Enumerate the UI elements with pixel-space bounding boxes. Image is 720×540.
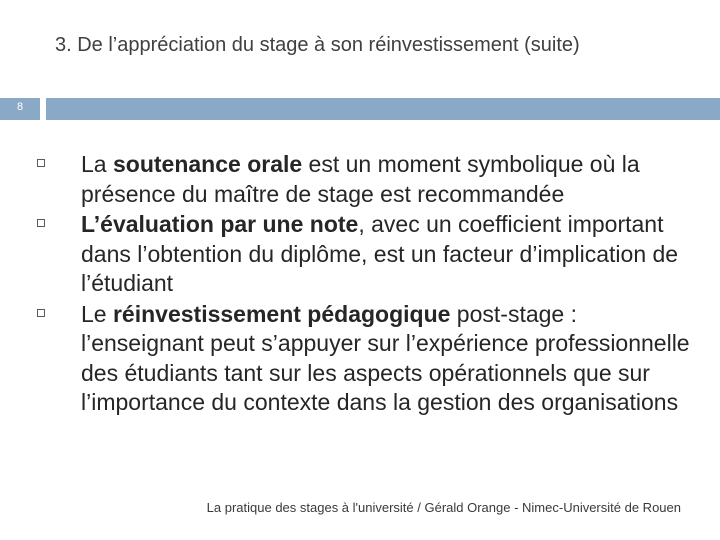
header-bar <box>0 98 720 120</box>
checkbox-bullet-icon <box>37 309 45 317</box>
slide-number: 8 <box>0 98 40 120</box>
bullet-segment: post-stage : l’enseignant peut s’appuyer sur l’expérience professionnelle des étudiants tant sur les aspects opérationnels que sur l’importance du contexte dans la gestion des organisations <box>81 300 690 415</box>
bullet-segment: La <box>81 151 113 177</box>
bullet-item <box>36 150 696 209</box>
bullet-segment: , avec un coefficient important dans l’obtention du diplôme, est un facteur d’implication de l’étudiant <box>81 211 679 296</box>
bullet-segment: est un moment symbolique où la présence du maître de stage est recommandée <box>81 151 640 207</box>
bullet-item <box>36 210 696 299</box>
bullet-segment-bold: réinvestissement pédagogique <box>112 300 451 327</box>
accent-bar <box>46 98 720 120</box>
bullet-segment: Le <box>81 300 113 327</box>
bullet-segment-bold: soutenance orale <box>112 151 303 177</box>
bullet-item <box>36 300 696 418</box>
checkbox-bullet-icon <box>37 219 45 227</box>
bullet-list <box>36 150 696 419</box>
bullet-text <box>81 150 696 209</box>
slide-title: 3. De l’appréciation du stage à son réinvestissement (suite) <box>55 34 580 56</box>
bullet-segment-bold: L’évaluation par une note <box>81 211 359 237</box>
checkbox-bullet-icon <box>37 159 45 167</box>
footer-text: La pratique des stages à l'université / Gérald Orange - Nimec-Université de Rouen <box>206 500 681 515</box>
bullet-text <box>81 210 696 299</box>
bullet-text <box>81 300 696 418</box>
